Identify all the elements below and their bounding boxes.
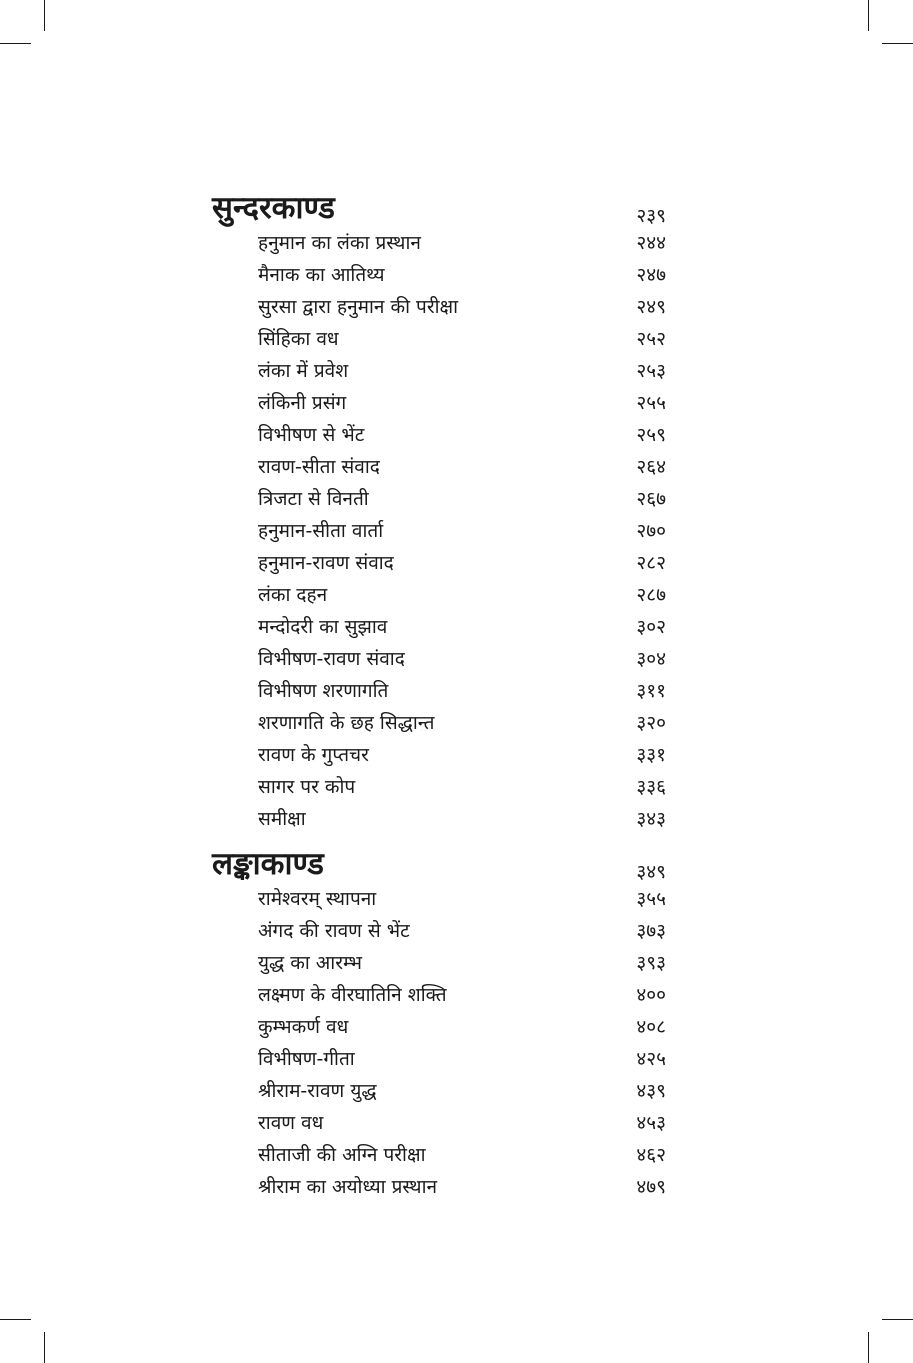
- toc-entry-page: ४२५: [636, 1048, 666, 1070]
- toc-entry[interactable]: [258, 677, 666, 709]
- toc-entry[interactable]: [258, 453, 666, 485]
- toc-entry-page: २४४: [636, 232, 666, 254]
- toc-entry[interactable]: [258, 645, 666, 677]
- toc-entry-title: हनुमान-सीता वार्ता: [258, 520, 384, 542]
- toc-entry[interactable]: [258, 613, 666, 645]
- toc-entry-title: कुम्भकर्ण वध: [258, 1016, 349, 1038]
- toc-entry-title: हनुमान का लंका प्रस्थान: [258, 232, 421, 254]
- toc-entry-title: विभीषण से भेंट: [258, 424, 365, 446]
- toc-entry-page: ३९३: [636, 952, 666, 974]
- toc-entry-title: हनुमान-रावण संवाद: [258, 552, 394, 574]
- toc-entry-page: २७०: [636, 520, 666, 542]
- toc-entry-page: ३५५: [636, 888, 666, 910]
- toc-entry-page: ३७३: [636, 920, 666, 942]
- toc-entry-title: अंगद की रावण से भेंट: [258, 920, 410, 942]
- section-page-number: २३९: [636, 205, 666, 227]
- toc-entry-page: ३३१: [636, 744, 666, 766]
- toc-entry[interactable]: [258, 981, 666, 1013]
- toc-entry-title: सिंहिका वध: [258, 328, 339, 350]
- toc-entry[interactable]: [258, 741, 666, 773]
- toc-entry-page: २५५: [636, 392, 666, 414]
- toc-entry[interactable]: [258, 709, 666, 741]
- toc-entry-title: विभीषण शरणागति: [258, 680, 389, 702]
- toc-entry[interactable]: [258, 485, 666, 517]
- toc-entry-page: ४००: [636, 984, 666, 1006]
- toc-entry-title: लंका दहन: [258, 584, 328, 606]
- toc-entry[interactable]: [258, 1045, 666, 1077]
- toc-entry-title: रावण के गुप्तचर: [258, 744, 369, 766]
- toc-entry-title: सागर पर कोप: [258, 776, 356, 798]
- toc-entry-page: ४०८: [636, 1016, 666, 1038]
- toc-entry-title: समीक्षा: [258, 808, 306, 830]
- section-page-number: ३४९: [636, 861, 666, 883]
- toc-entry[interactable]: [258, 1077, 666, 1109]
- toc-entry-title: लंकिनी प्रसंग: [258, 392, 347, 414]
- toc-entry-page: २४९: [636, 296, 666, 318]
- section-title: सुन्दरकाण्ड: [212, 190, 335, 226]
- toc-entry-title: विभीषण-रावण संवाद: [258, 648, 405, 670]
- toc-entry-page: ४३९: [636, 1080, 666, 1102]
- toc-entry[interactable]: [258, 325, 666, 357]
- toc-entry[interactable]: [258, 1109, 666, 1141]
- toc-entry[interactable]: [258, 581, 666, 613]
- toc-entry-title: सुरसा द्वारा हनुमान की परीक्षा: [258, 296, 459, 318]
- toc-entry-title: विभीषण-गीता: [258, 1048, 355, 1070]
- toc-entry[interactable]: [258, 357, 666, 389]
- toc-entry[interactable]: [258, 549, 666, 581]
- toc-entry-title: युद्ध का आरम्भ: [258, 952, 363, 974]
- toc-entry[interactable]: [258, 917, 666, 949]
- toc-entry[interactable]: [258, 885, 666, 917]
- toc-entry-title: मन्दोदरी का सुझाव: [258, 616, 388, 638]
- toc-entry-page: ३०४: [636, 648, 666, 670]
- toc-entry-title: शरणागति के छह सिद्धान्त: [258, 712, 435, 734]
- toc-entry[interactable]: [258, 229, 666, 261]
- toc-entry-title: रावण वध: [258, 1112, 324, 1134]
- toc-entry[interactable]: [258, 1173, 666, 1205]
- section-title: लङ्काकाण्ड: [212, 846, 324, 882]
- toc-entry[interactable]: [258, 949, 666, 981]
- toc-entry[interactable]: [258, 805, 666, 837]
- section-heading-lankakand[interactable]: [212, 846, 668, 886]
- toc-entry[interactable]: [258, 1013, 666, 1045]
- toc-entry-page: २५९: [636, 424, 666, 446]
- toc-entry-title: श्रीराम-रावण युद्ध: [258, 1080, 377, 1102]
- toc-entry-page: ३०२: [636, 616, 666, 638]
- toc-entry-title: श्रीराम का अयोध्या प्रस्थान: [258, 1176, 438, 1198]
- toc-entry-page: २८२: [636, 552, 666, 574]
- toc-entry[interactable]: [258, 293, 666, 325]
- toc-entry-page: ३११: [636, 680, 666, 702]
- toc-entry-page: २६७: [636, 488, 666, 510]
- toc-entry-page: ३४३: [636, 808, 666, 830]
- toc-entry[interactable]: [258, 261, 666, 293]
- toc-entry-page: २६४: [636, 456, 666, 478]
- toc-entry[interactable]: [258, 517, 666, 549]
- toc-entry-title: त्रिजटा से विनती: [258, 488, 369, 510]
- toc-entry-title: मैनाक का आतिथ्य: [258, 264, 385, 286]
- toc-entry-page: ३२०: [636, 712, 666, 734]
- toc-entry-page: २४७: [636, 264, 666, 286]
- toc-entry[interactable]: [258, 1141, 666, 1173]
- toc-entry-title: लंका में प्रवेश: [258, 360, 349, 382]
- toc-entry-page: २८७: [636, 584, 666, 606]
- toc-entry-title: सीताजी की अग्नि परीक्षा: [258, 1144, 426, 1166]
- toc-entry-page: ४५३: [636, 1112, 666, 1134]
- toc-entry-page: ४७९: [636, 1176, 666, 1198]
- toc-entry-page: २५२: [636, 328, 666, 350]
- toc-entry[interactable]: [258, 421, 666, 453]
- toc-entry[interactable]: [258, 389, 666, 421]
- toc-entry-page: ३३६: [636, 776, 666, 798]
- toc-entry[interactable]: [258, 773, 666, 805]
- toc-entry-title: लक्ष्मण के वीरघातिनि शक्ति: [258, 984, 447, 1006]
- toc-entry-page: ४६२: [636, 1144, 666, 1166]
- section-heading-sundarkand[interactable]: [212, 190, 668, 230]
- toc-entry-title: रावण-सीता संवाद: [258, 456, 380, 478]
- toc-entry-title: रामेश्वरम् स्थापना: [258, 888, 377, 910]
- toc-entry-page: २५३: [636, 360, 666, 382]
